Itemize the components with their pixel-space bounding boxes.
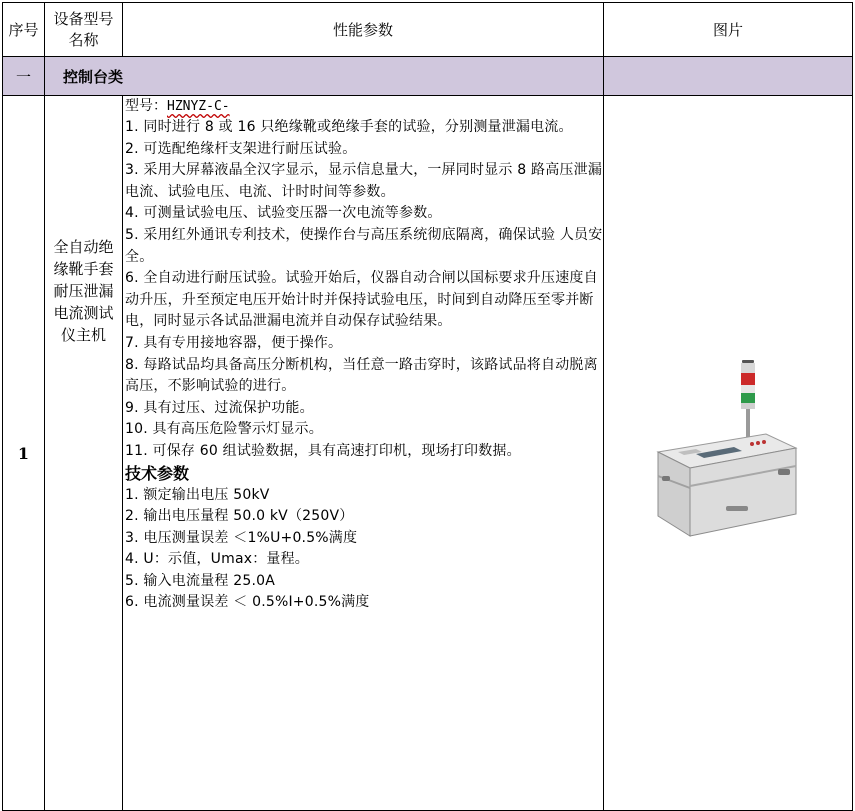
table-row [3, 96, 853, 811]
device-name-line: 耐压泄漏 [53, 282, 114, 300]
header-row [3, 3, 853, 57]
model-code: HZNYZ-C- [167, 99, 230, 114]
category-image-cell [604, 57, 853, 96]
device-name-line: 仪主机 [60, 326, 106, 344]
feature-item: 3. 采用大屏幕液晶全汉字显示，显示信息量大，一屏同时显示 8 路高压泄漏电流、试验电压、电流、计时时间等参数。 [125, 162, 603, 200]
tech-param-item: 4. U：示值，Umax：量程。 [125, 551, 310, 568]
category-label: 控制台类 [45, 57, 604, 96]
tech-param-item: 5. 输入电流量程 25.0A [125, 572, 276, 589]
device-name-line: 电流测试 [53, 304, 114, 322]
model-line [125, 96, 603, 117]
header-device-name [45, 3, 123, 57]
feature-item: 6. 全自动进行耐压试验。试验开始后，仪器自动合闸以国标要求升压速度自动升压，升至预定电压开始计时并保持试验电压，时间到自动降压至零并断电，同时显示各试品泄漏电流并自动保存试验结果。 [125, 270, 598, 330]
tech-params-heading: 技术参数 [125, 463, 190, 483]
header-index: 序号 [3, 3, 45, 57]
test-instrument-case-image [638, 356, 818, 546]
model-label: 型号： [125, 98, 167, 114]
spec-table [2, 2, 853, 811]
category-index: 一 [3, 57, 45, 96]
device-name-line: 缘靴手套 [53, 260, 114, 278]
tech-param-item: 6. 电流测量误差 ＜ 0.5%I+0.5%满度 [125, 594, 370, 611]
product-image-cell [604, 96, 853, 811]
device-name [45, 96, 123, 811]
row-index: 1 [3, 96, 45, 811]
header-device-name-line1: 设备型号 [53, 9, 114, 28]
feature-item: 7. 具有专用接地容器，便于操作。 [125, 334, 343, 351]
tech-param-item: 2. 输出电压量程 50.0 kV（250V） [125, 508, 354, 525]
header-performance: 性能参数 [123, 3, 604, 57]
feature-item: 10. 具有高压危险警示灯显示。 [125, 421, 323, 438]
tech-param-item: 3. 电压测量误差 ＜1%U+0.5%满度 [125, 529, 358, 546]
feature-item: 9. 具有过压、过流保护功能。 [125, 399, 314, 416]
feature-item: 8. 每路试品均具备高压分断机构，当任意一路击穿时，该路试品将自动脱离高压，不影响试验的进行。 [125, 356, 598, 395]
tech-param-item: 1. 额定输出电压 50kV [125, 486, 270, 503]
feature-item: 2. 可选配绝缘杆支架进行耐压试验。 [125, 140, 357, 157]
feature-item: 1. 同时进行 8 或 16 只绝缘靴或绝缘手套的试验，分别测量泄漏电流。 [125, 119, 573, 135]
device-name-line: 全自动绝 [53, 238, 114, 256]
category-row [3, 57, 853, 96]
performance-params [123, 96, 604, 811]
feature-item: 5. 采用红外通讯专利技术，使操作台与高压系统彻底隔离，确保试验 人员安全。 [125, 226, 603, 265]
feature-item: 4. 可测量试验电压、试验变压器一次电流等参数。 [125, 205, 442, 222]
header-image: 图片 [604, 3, 853, 57]
header-device-name-line2: 名称 [68, 30, 99, 49]
feature-item: 11. 可保存 60 组试验数据，具有高速打印机，现场打印数据。 [125, 442, 521, 459]
